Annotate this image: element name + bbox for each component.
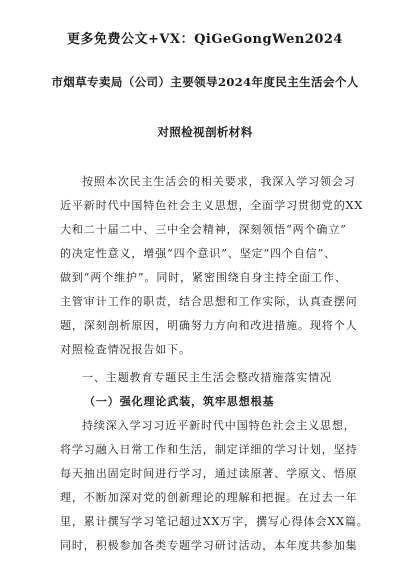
intro-line: 的决定性意义，增强“四个意识”、坚定“四个自信”、 [60,247,336,260]
paragraph-line: 理，不断加深对党的创新理论的理解和把握。在过去一年 [60,491,358,504]
section-heading: 一、主题教育专题民主生活会整改措施落实情况 [82,371,332,384]
document-title-line-1: 市烟草专卖局（公司）主要领导2024年度民主生活会个人 [51,75,359,89]
intro-line: 题，深刻剖析原因，明确努力方向和改进措施。现将个人 [60,319,358,332]
paragraph-line: 持续深入学习习近平新时代中国特色社会主义思想， [82,419,356,432]
document-title-line-2: 对照检视剖析材料 [157,125,253,139]
paragraph-line: 将学习融入日常工作和生活，制定详细的学习计划，坚持 [60,443,358,456]
paragraph-line: 同时，积极参加各类专题学习研讨活动，本年度共参加集 [60,539,358,552]
intro-line: 做到“两个维护”。同时，紧密围绕自身主持全面工作、 [60,271,347,284]
intro-line: 大和二十届二中、三中全会精神，深刻领悟“两个确立” [60,223,347,236]
intro-line: 对照检查情况报告如下。 [60,343,191,356]
intro-line: 近平新时代中国特色社会主义思想，全面学习贯彻党的XX [60,199,364,212]
paragraph-line: 每天抽出固定时间进行学习，通过读原著、学原文、悟原 [60,467,358,480]
watermark-text: 更多免费公文+VX：QiGeGongWen2024 [67,32,343,47]
intro-line: 按照本次民主生活会的相关要求，我深入学习领会习 [82,175,356,188]
paragraph-line: 里，累计撰写学习笔记超过XX万字，撰写心得体会XX篇。 [60,515,369,528]
subsection-heading: （一）强化理论武装，筑牢思想根基 [84,395,275,408]
intro-line: 主管审计工作的职责，结合思想和工作实际，认真查摆问 [60,295,358,308]
